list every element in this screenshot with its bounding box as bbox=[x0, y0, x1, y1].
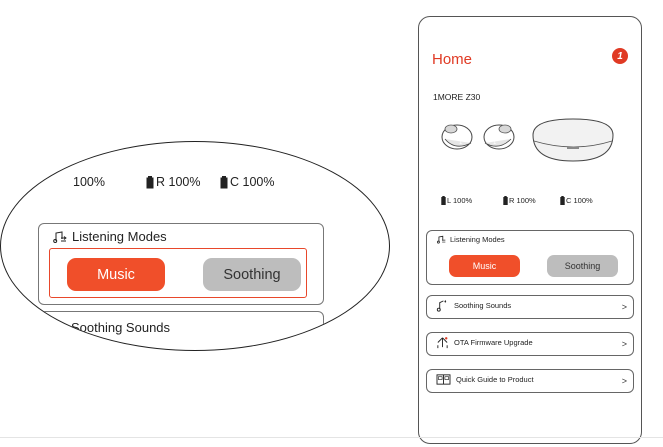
battery-left: L 100% bbox=[441, 196, 472, 205]
battery-icon bbox=[220, 176, 228, 189]
listening-modes-card bbox=[426, 230, 634, 285]
battery-right: R 100% bbox=[503, 196, 536, 205]
battery-icon bbox=[146, 176, 154, 189]
menu-item-quick-guide[interactable] bbox=[426, 369, 634, 393]
listening-mode-icon bbox=[53, 230, 67, 244]
chevron-right-icon: > bbox=[621, 302, 627, 312]
zoom-soothing-sounds-card[interactable] bbox=[38, 311, 324, 351]
device-name: 1MORE Z30 bbox=[433, 92, 481, 102]
zoom-battery-right: R 100% bbox=[146, 175, 200, 189]
zoom-soothing-sounds-title: Soothing Sounds bbox=[53, 320, 170, 335]
music-mode-button[interactable]: Music bbox=[449, 255, 520, 277]
listening-mode-icon bbox=[437, 235, 446, 244]
battery-icon bbox=[441, 196, 446, 205]
phone-screen bbox=[418, 16, 642, 444]
chevron-right-icon: > bbox=[621, 376, 627, 386]
earbuds-and-case-image bbox=[437, 117, 627, 172]
zoom-callout bbox=[0, 141, 390, 351]
battery-icon bbox=[560, 196, 565, 205]
zoom-mode-selector bbox=[49, 248, 307, 298]
zoom-music-button[interactable]: Music bbox=[67, 258, 165, 291]
menu-item-label: OTA Firmware Upgrade bbox=[454, 338, 533, 347]
soothing-mode-button[interactable]: Soothing bbox=[547, 255, 618, 277]
firmware-upgrade-icon bbox=[436, 336, 449, 349]
zoom-battery-case: C 100% bbox=[220, 175, 274, 189]
left-earbud-icon bbox=[442, 125, 472, 149]
battery-icon bbox=[503, 196, 508, 205]
menu-item-ota-firmware-upgrade[interactable] bbox=[426, 332, 634, 356]
guide-book-icon bbox=[436, 373, 451, 386]
brand-logo-icon[interactable]: 1 bbox=[612, 48, 628, 64]
zoom-listening-modes-title: Listening Modes bbox=[53, 229, 167, 244]
svg-text:1: 1 bbox=[459, 140, 463, 146]
music-note-icon bbox=[53, 321, 67, 335]
right-earbud-icon bbox=[484, 125, 514, 149]
battery-case: C 100% bbox=[560, 196, 593, 205]
listening-modes-title: Listening Modes bbox=[437, 235, 505, 244]
zoom-soothing-button[interactable]: Soothing bbox=[203, 258, 301, 291]
chevron-right-icon: > bbox=[621, 339, 627, 349]
divider bbox=[0, 437, 663, 438]
charging-case-icon bbox=[533, 119, 613, 161]
menu-item-soothing-sounds[interactable] bbox=[426, 295, 634, 319]
svg-text:1: 1 bbox=[493, 140, 497, 146]
music-note-icon bbox=[436, 299, 449, 312]
zoom-listening-modes-card bbox=[38, 223, 324, 305]
zoom-battery-left: 100% bbox=[73, 175, 105, 189]
menu-item-label: Soothing Sounds bbox=[454, 301, 512, 310]
page-title: Home bbox=[432, 51, 473, 68]
menu-item-label: Quick Guide to Product bbox=[456, 375, 534, 384]
